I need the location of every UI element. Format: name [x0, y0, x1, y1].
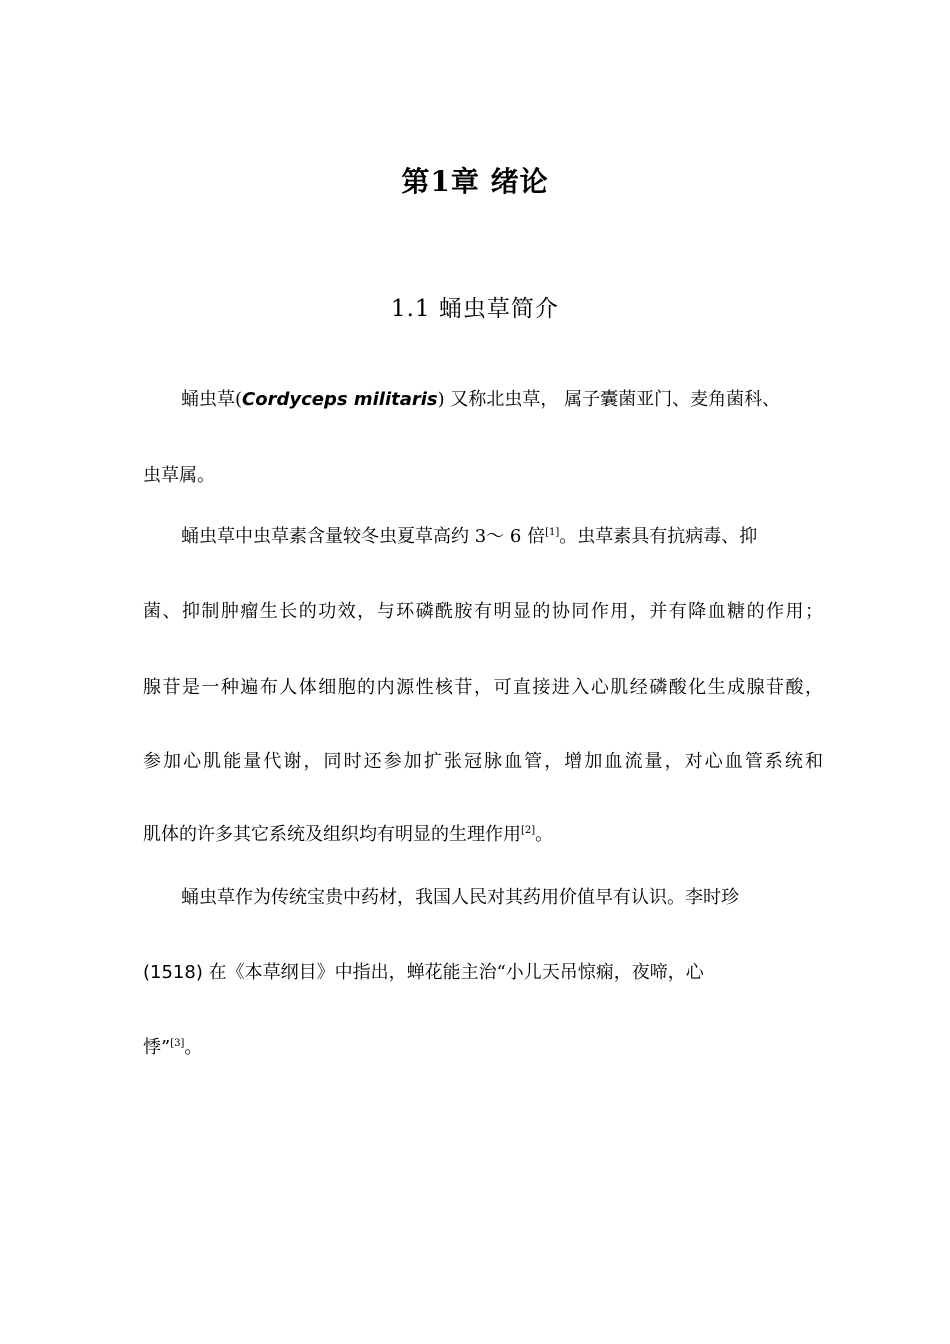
text-run: ) 又称北虫草， 属子囊菌亚门、麦角菌科、: [437, 389, 781, 410]
text-run: 蛹虫草(: [181, 389, 243, 410]
text-run: 。: [184, 1037, 203, 1058]
citation-ref-1: [1]: [545, 527, 560, 538]
chapter-title: 第1章 绪论: [401, 165, 549, 198]
text-run: 肌体的许多其它系统及组织均有明显的生理作用: [143, 824, 521, 845]
paragraph-2-line-5: [143, 823, 823, 847]
text-run: 。: [535, 824, 554, 845]
text-run: 蛹虫草中虫草素含量较冬虫夏草高约 3～ 6 倍: [181, 526, 546, 547]
section-title: 1.1 蛹虫草简介: [391, 296, 559, 322]
text-run: 悸”: [143, 1037, 171, 1058]
paragraph-2-line-4: 参加心肌能量代谢，同时还参加扩张冠脉血管，增加血流量，对心血管系统和: [143, 751, 823, 772]
citation-ref-2: [2]: [521, 825, 536, 836]
paragraph-2-line-1: [181, 525, 823, 549]
text-run: 。虫草素具有抗病毒、抑: [559, 526, 758, 547]
citation-ref-3: [3]: [170, 1038, 185, 1049]
paragraph-2-line-2: 菌、抑制肿瘤生长的功效，与环磷酰胺有明显的协同作用，并有降血糖的作用；: [143, 601, 823, 622]
text-run: (1518): [143, 962, 203, 983]
paragraph-3-line-3: [143, 1036, 823, 1060]
latin-name: Cordyceps militaris: [242, 389, 438, 410]
paragraph-3-line-1: 蛹虫草作为传统宝贵中药材，我国人民对其药用价值早有认识。李时珍: [181, 887, 739, 908]
paragraph-1-line-2: 虫草属。: [143, 465, 215, 486]
paragraph-1-line-1: [181, 388, 823, 412]
paragraph-2-line-3: 腺苷是一种遍布人体细胞的内源性核苷，可直接进入心肌经磷酸化生成腺苷酸，: [143, 677, 823, 698]
text-run: 在《本草纲目》中指出，蝉花能主治“小儿天吊惊痫，夜啼，心: [202, 962, 704, 983]
paragraph-3-line-2: [143, 961, 823, 985]
